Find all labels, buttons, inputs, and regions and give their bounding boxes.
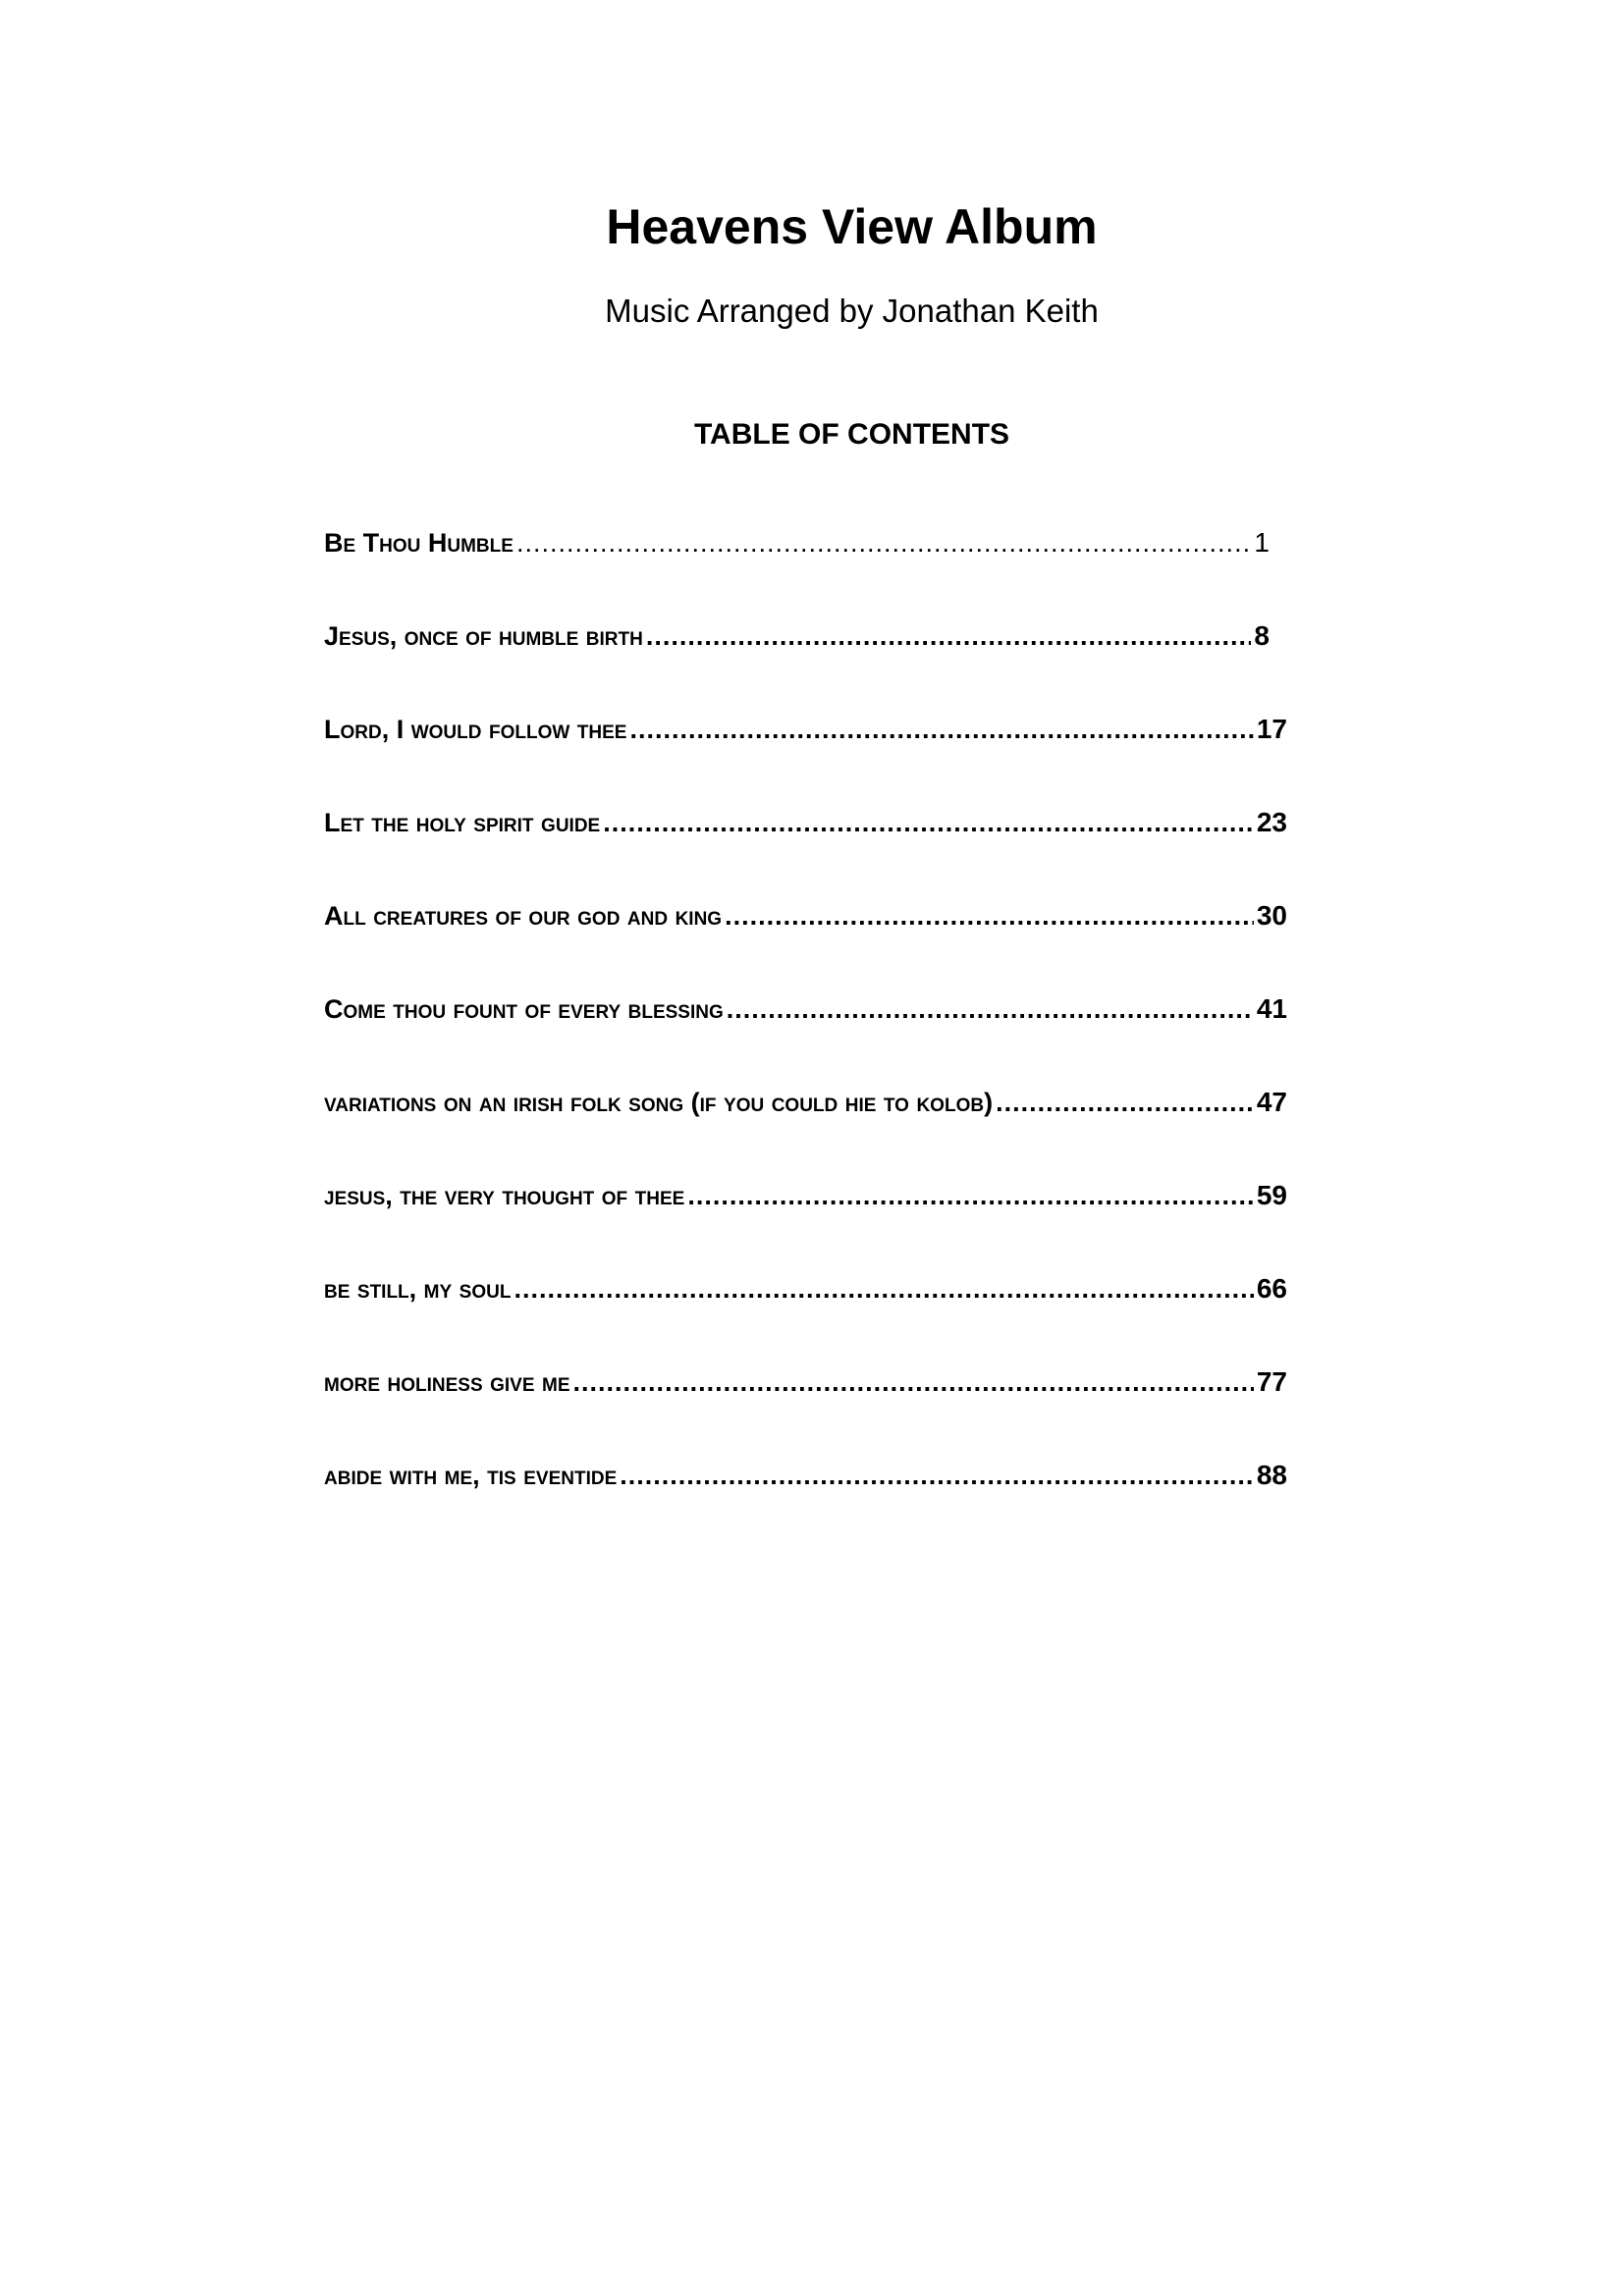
toc-entry-title: jesus, the very thought of thee (324, 1181, 685, 1210)
toc-entry-title: Come thou fount of every blessing (324, 994, 724, 1024)
toc-entry (324, 989, 1287, 1083)
toc-entry-title: variations on an irish folk song (if you could hie to kolob) (324, 1088, 994, 1117)
dot-leader (516, 523, 1251, 562)
dot-leader (514, 1269, 1253, 1308)
toc-entry-title: Let the holy spirit guide (324, 808, 601, 837)
toc-entry-page: 88 (1256, 1460, 1287, 1490)
toc-entry-page: 1 (1254, 527, 1270, 558)
dot-leader (620, 1456, 1254, 1495)
toc-entry-page: 23 (1256, 807, 1287, 837)
toc-entry-page: 77 (1256, 1366, 1287, 1397)
toc-entry-page: 8 (1254, 620, 1270, 651)
toc-entry (324, 1269, 1287, 1362)
dot-leader (687, 1176, 1254, 1215)
toc-entry (324, 896, 1287, 989)
toc-entry (324, 1456, 1287, 1549)
toc-entry-title: more holiness give me (324, 1367, 570, 1397)
toc-entry-page: 41 (1256, 993, 1287, 1024)
toc-entry-page: 66 (1256, 1273, 1287, 1304)
toc-entry (324, 616, 1287, 710)
dot-leader (646, 616, 1252, 656)
toc-entry-page: 30 (1256, 900, 1287, 931)
toc-entry-title: All creatures of our god and king (324, 901, 723, 931)
toc-entry-page: 47 (1256, 1087, 1287, 1117)
toc-entry-title: Jesus, once of humble birth (324, 621, 643, 651)
dot-leader (996, 1083, 1254, 1122)
dot-leader (725, 896, 1254, 935)
toc-entry-title: Be Thou Humble (324, 528, 514, 558)
toc-entry-title: abide with me, tis eventide (324, 1461, 618, 1490)
document-title: Heavens View Album (606, 199, 1098, 254)
toc-entry-page: 59 (1256, 1180, 1287, 1210)
dot-leader (727, 989, 1254, 1029)
toc-entry (324, 1083, 1287, 1176)
toc-entry-title: Lord, I would follow thee (324, 715, 627, 744)
toc-entry (324, 1176, 1287, 1269)
toc-entry (324, 803, 1287, 896)
document-subtitle: Music Arranged by Jonathan Keith (605, 293, 1099, 329)
table-of-contents (324, 523, 1287, 1549)
dot-leader (629, 710, 1253, 749)
toc-entry-title: be still, my soul (324, 1274, 512, 1304)
dot-leader (603, 803, 1254, 842)
toc-entry (324, 710, 1287, 803)
toc-entry (324, 523, 1287, 616)
toc-entry (324, 1362, 1287, 1456)
dot-leader (573, 1362, 1254, 1402)
toc-heading: TABLE OF CONTENTS (693, 418, 1010, 451)
toc-entry-page: 17 (1256, 714, 1287, 744)
